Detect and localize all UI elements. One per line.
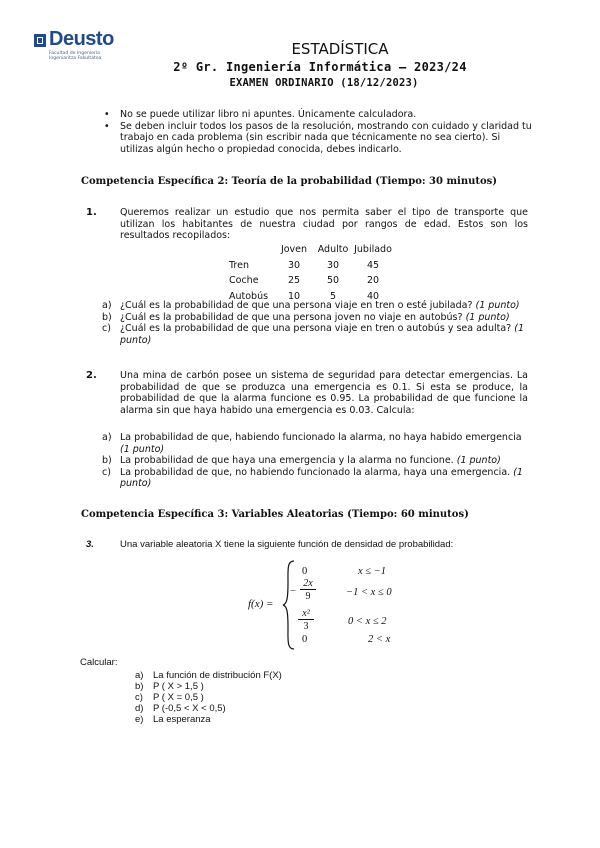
question-1-options — [102, 300, 532, 346]
table-cell: 10 — [287, 290, 301, 302]
exam-label: EXAMEN ORDINARIO (18/12/2023) — [229, 77, 419, 89]
table-cell: 45 — [366, 259, 380, 271]
table-cell: 40 — [366, 290, 380, 302]
table-row — [229, 258, 393, 274]
question-2-text: Una mina de carbón posee un sistema de seguridad para detectar emergencias. La probabilidad de que se produzca una emergencia es 0.1. Si esta se produce, la probabilidad de que la alarma funcione es 0.95. La probabilidad de que funcione la alarma sin que haya habido una emergencia es 0.03. Calcula: — [120, 370, 528, 416]
question-2-number: 2. — [86, 370, 97, 381]
case-2-denominator: 9 — [305, 591, 311, 602]
case-1-condition: x ≤ −1 — [358, 566, 387, 577]
instruction-item: • No se puede utilizar libro ni apuntes. Únicamente calculadora. — [104, 109, 534, 121]
section-3-title: Competencia Específica 3: Variables Aleatorias (Tiempo: 60 minutos) — [81, 509, 469, 520]
option-item: d) P (-0,5 < X < 0,5) — [135, 703, 226, 714]
question-1-text: Queremos realizar un estudio que nos permita saber el tipo de transporte que utilizan los habitantes de nuestra ciudad por rangos de edad. Estos son los resultados recopilados: — [120, 207, 528, 241]
row-label: Coche — [229, 275, 259, 287]
table-header: Jubilado — [354, 244, 392, 256]
table-header-row — [229, 242, 393, 258]
option-item: a) La función de distribución F(X) — [135, 670, 282, 681]
instructions-list — [104, 109, 534, 155]
table-row — [229, 273, 393, 289]
logo-name: Deusto — [49, 28, 114, 50]
option-item: a) La probabilidad de que, habiendo funcionado la alarma, no haya habido emergencia (1 punto) — [102, 432, 522, 455]
formula-brace-icon — [282, 560, 296, 650]
case-2-sign: − — [290, 586, 296, 597]
case-3-condition: 0 < x ≤ 2 — [348, 616, 387, 627]
table-cell: 20 — [366, 275, 380, 287]
question-2-options — [102, 432, 532, 490]
question-3-options — [135, 670, 282, 725]
transport-table — [229, 242, 393, 304]
case-2-numerator: 2x — [300, 578, 316, 590]
question-3-number: 3. — [86, 539, 94, 550]
option-item: c) ¿Cuál es la probabilidad de que una persona viaje en tren o autobús y sea adulta? (1 punto) — [102, 323, 524, 346]
table-cell: 50 — [326, 275, 340, 287]
case-2-condition: −1 < x ≤ 0 — [346, 587, 392, 598]
table-header: Adulto — [317, 244, 349, 256]
option-item: b) P ( X > 1,5 ) — [135, 681, 204, 692]
page-title: ESTADÍSTICA — [291, 40, 389, 58]
option-item: a) ¿Cuál es la probabilidad de que una persona viaje en tren o esté jubilada? (1 punto) — [102, 300, 520, 311]
table-cell: 30 — [326, 259, 340, 271]
table-cell: 30 — [287, 259, 301, 271]
logo-subtitle: Facultad de Ingeniería Ingeniaritza Fakultatea — [49, 51, 102, 61]
case-4-value: 0 — [302, 634, 308, 645]
option-item: b) ¿Cuál es la probabilidad de que una persona joven no viaje en autobús? (1 punto) — [102, 311, 510, 323]
case-4-condition: 2 < x — [368, 634, 391, 645]
option-item: b) La probabilidad de que haya una emergencia y la alarma no funcione. (1 punto) — [102, 455, 501, 466]
question-3-text: Una variable aleatoria X tiene la siguiente función de densidad de probabilidad: — [120, 539, 454, 550]
case-3-denominator: 3 — [303, 621, 309, 632]
table-cell: 25 — [287, 275, 301, 287]
formula-lhs: f(x) = — [248, 598, 274, 610]
page-subtitle: 2º Gr. Ingeniería Informática – 2023/24 — [173, 60, 467, 74]
table-cell: 5 — [329, 290, 337, 302]
row-label: Autobús — [229, 290, 269, 302]
option-item: c) P ( X = 0,5 ) — [135, 692, 204, 703]
case-3-numerator: x² — [298, 608, 314, 620]
table-header: Joven — [280, 244, 308, 256]
option-item: c) La probabilidad de que, no habiendo funcionado la alarma, haya una emergencia. (1 punto) — [102, 466, 523, 489]
instruction-item: • Se deben incluir todos los pasos de la resolución, mostrando con cuidado y claridad tu trabajo en cada problema (sin escribir nada que técnicamente no sea cierto). Si utilizas algún hecho o propiedad conocida, debes indicarlo. — [104, 121, 534, 156]
option-item: e) La esperanza — [135, 714, 211, 725]
case-1-value: 0 — [302, 566, 308, 577]
row-label: Tren — [229, 259, 249, 271]
section-2-title: Competencia Específica 2: Teoría de la probabilidad (Tiempo: 30 minutos) — [81, 176, 498, 187]
calc-label: Calcular: — [80, 657, 118, 668]
question-1-number: 1. — [86, 207, 97, 218]
